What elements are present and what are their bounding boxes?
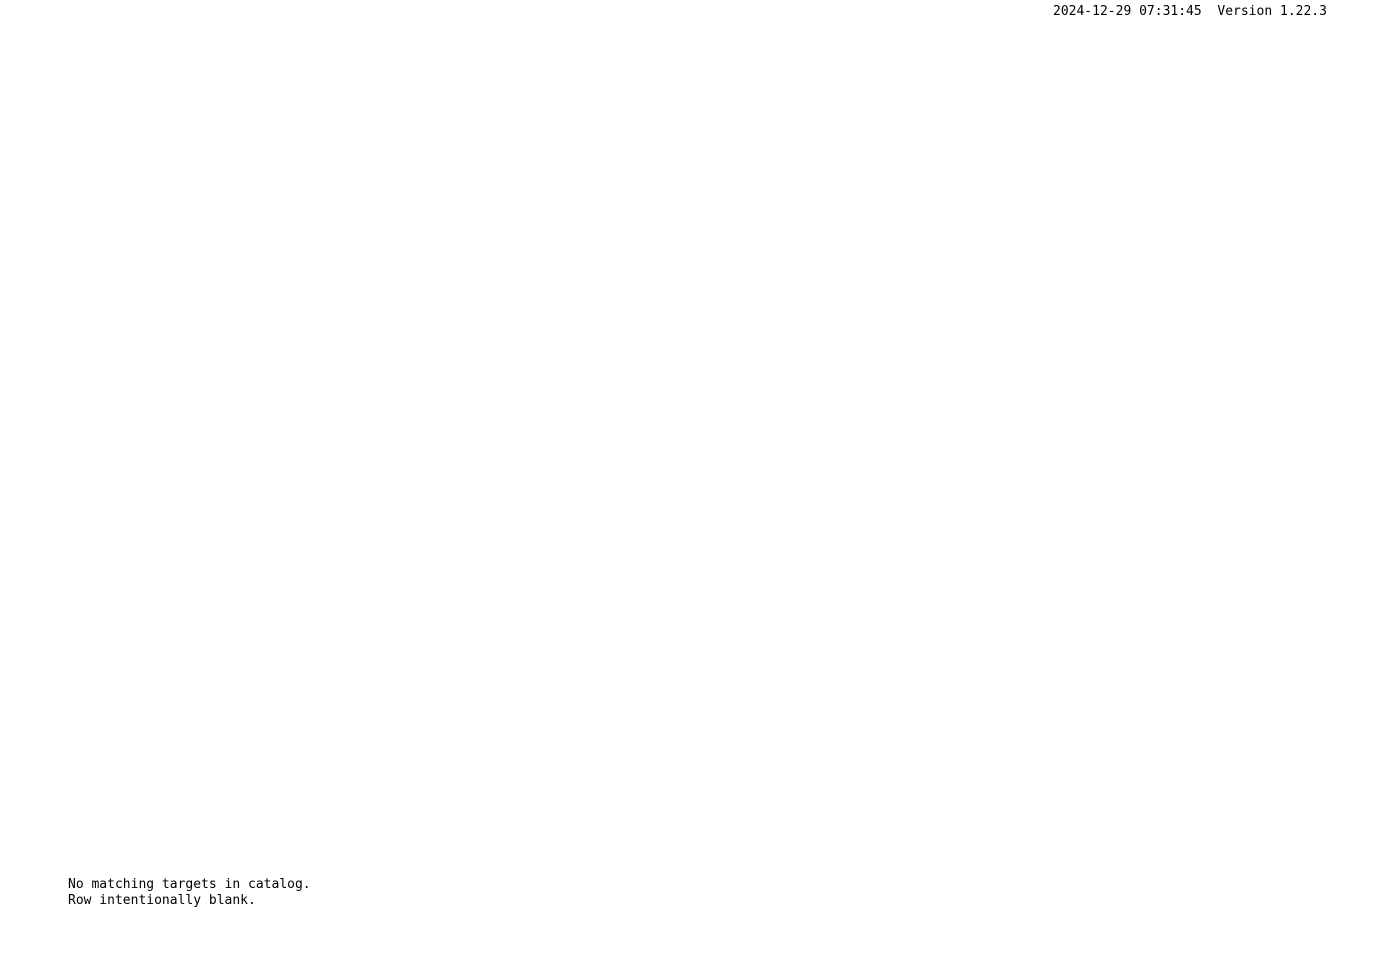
footer-line-1: No matching targets in catalog.: [68, 877, 311, 892]
version-label: Version 1.22.3: [1217, 4, 1327, 19]
header-datetime: [1053, 4, 1327, 20]
timestamp: 2024-12-29 07:31:45: [1053, 4, 1202, 19]
footer-note: [68, 877, 311, 910]
footer-line-2: Row intentionally blank.: [68, 893, 256, 909]
line-fit-zoom-plot: [1035, 45, 1330, 230]
full-spectrum-plot: [55, 268, 1400, 468]
